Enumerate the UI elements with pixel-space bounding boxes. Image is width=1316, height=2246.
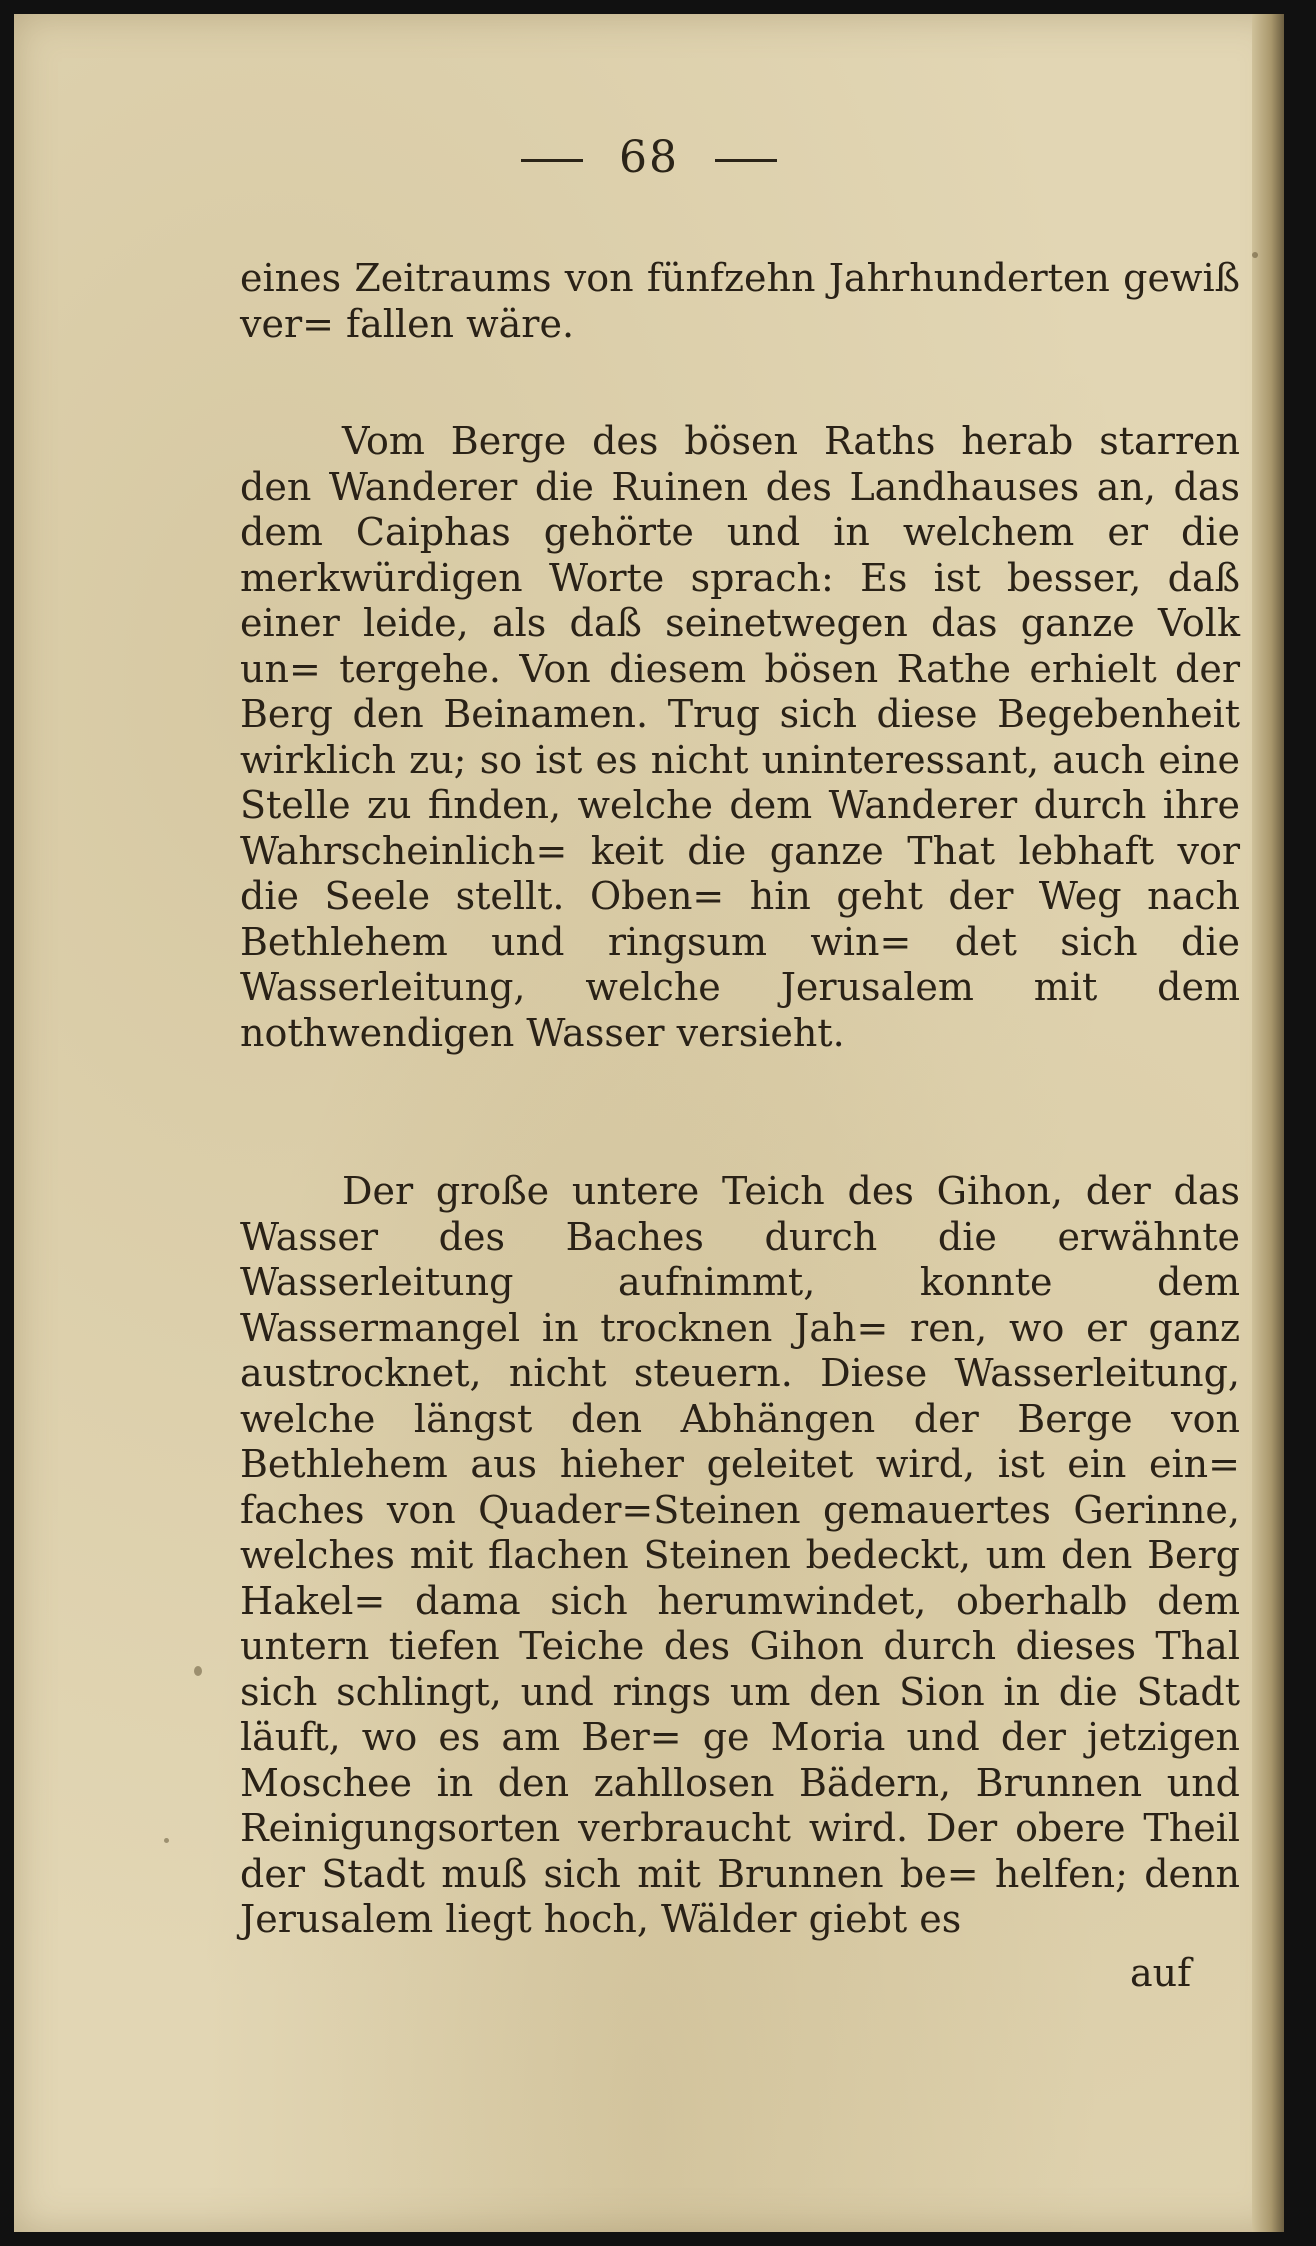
paragraph-1: eines Zeitraums von fünfzehn Jahrhunderten gewiß ver= fallen wäre. bbox=[240, 256, 1240, 346]
page-number: 68 bbox=[619, 132, 679, 183]
foxing-spot bbox=[194, 1666, 202, 1676]
page-header bbox=[14, 132, 1284, 183]
paragraph-3-block bbox=[240, 1169, 1240, 1943]
foxing-spot bbox=[1252, 252, 1258, 258]
header-dash-right bbox=[715, 159, 777, 162]
catchword: auf bbox=[1130, 1951, 1192, 1995]
page-spine bbox=[1252, 14, 1284, 2232]
paragraph-2: Vom Berge des bösen Raths herab starren den Wanderer die Ruinen des Landhauses an, das dem Caiphas gehörte und in welchem er die merkwürdigen Worte sprach: Es ist besser, daß einer leide, als daß seinetwegen das ganze Volk un= tergehe. Von diesem bösen Rathe erhielt der Berg den Beinamen. Trug sich diese Begebenheit wirklich zu; so ist es nicht uninteressant, auch eine Stelle zu finden, welche dem Wanderer durch ihre Wahrscheinlich= keit die ganze That lebhaft vor die Seele stellt. Oben= hin geht der Weg nach Bethlehem und ringsum win= det sich die Wasserleitung, welche Jerusalem mit dem nothwendigen Wasser versieht. bbox=[240, 419, 1240, 1055]
header-dash-left bbox=[521, 159, 583, 162]
foxing-spot bbox=[164, 1838, 169, 1843]
book-page bbox=[14, 14, 1284, 2232]
paragraph-2-block bbox=[240, 419, 1240, 1056]
paragraph-3: Der große untere Teich des Gihon, der das Wasser des Baches durch die erwähnte Wasserleitung aufnimmt, konnte dem Wassermangel in trocknen Jah= ren, wo er ganz austrocknet, nicht steuern. Diese Wasserleitung, welche längst den Abhängen der Berge von Bethlehem aus hieher geleitet wird, ist ein ein= faches von Quader=Steinen gemauertes Gerinne, welches mit flachen Steinen bedeckt, um den Berg Hakel= dama sich herumwindet, oberhalb dem untern tiefen Teiche des Gihon durch dieses Thal sich schlingt, und rings um den Sion in die Stadt läuft, wo es am Ber= ge Moria und der jetzigen Moschee in den zahllosen Bädern, Brunnen und Reinigungsorten verbraucht wird. Der obere Theil der Stadt muß sich mit Brunnen be= helfen; denn Jerusalem liegt hoch, Wälder giebt es bbox=[240, 1169, 1240, 1941]
paragraph-1-block bbox=[240, 256, 1240, 347]
